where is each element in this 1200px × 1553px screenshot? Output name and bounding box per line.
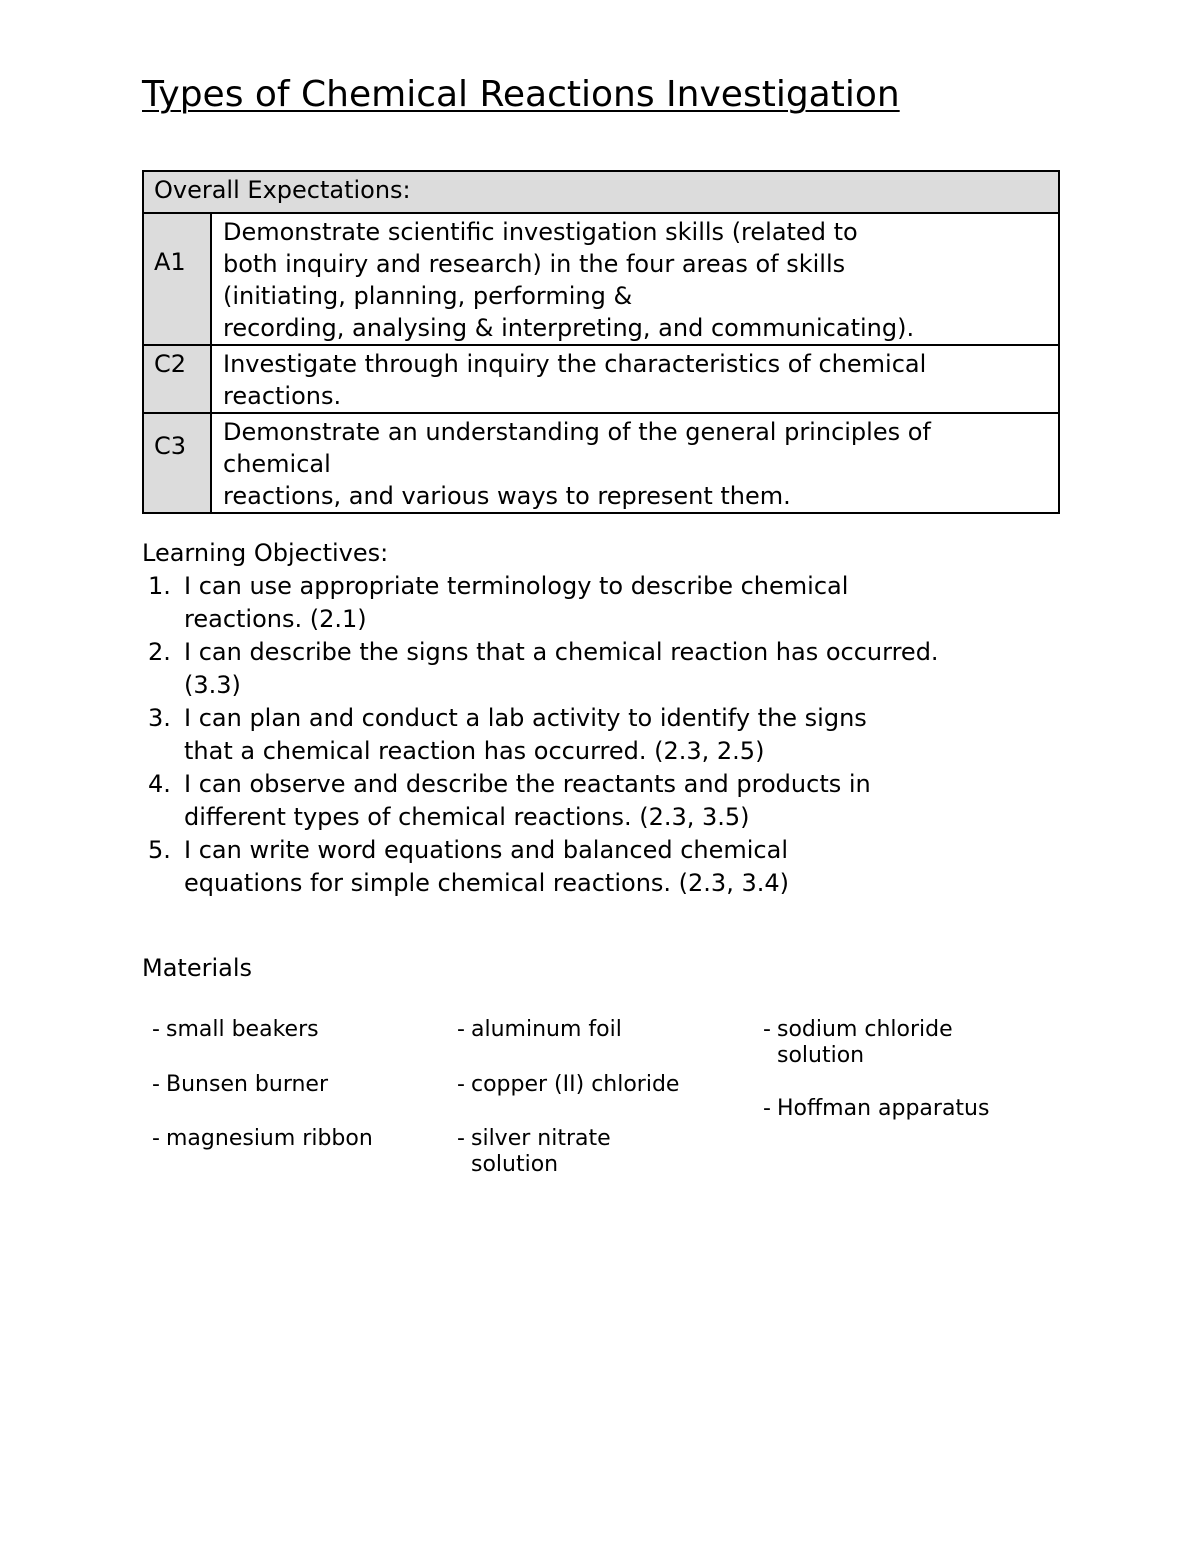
expectation-description [211,413,1059,513]
description-line: chemical [223,450,331,478]
material-name: Bunsen burner [166,1072,329,1097]
overall-expectations-table [142,170,1060,514]
expectation-code: C2 [143,345,211,413]
expectation-code: C3 [143,413,211,513]
material-name: sodium chloride [777,1017,953,1042]
list-item [152,1072,328,1098]
list-item [142,702,1060,768]
item-number: 4. [148,770,171,798]
document-title: Types of Chemical Reactions Investigation [142,74,900,115]
list-item [142,636,1060,702]
bullet-dash: - [457,1017,465,1042]
expectation-code: A1 [143,213,211,345]
material-name-continued: solution [471,1152,559,1177]
bullet-dash: - [763,1017,771,1042]
overall-expectations-header: Overall Expectations: [143,171,1059,213]
bullet-dash: - [152,1072,160,1097]
list-item [457,1126,611,1178]
material-name: magnesium ribbon [166,1126,373,1151]
bullet-dash: - [457,1126,465,1151]
table-row [143,213,1059,345]
bullet-dash: - [152,1126,160,1151]
item-text-line: I can plan and conduct a lab activity to identify the signs [184,704,867,732]
bullet-dash: - [457,1072,465,1097]
list-item [763,1017,953,1069]
material-name: Hoffman apparatus [777,1096,990,1121]
material-name-continued: solution [777,1043,865,1068]
item-text-line: (3.3) [184,671,241,699]
material-name: small beakers [166,1017,319,1042]
item-number: 3. [148,704,171,732]
description-line: Demonstrate an understanding of the general principles of [223,418,931,446]
item-text-line: reactions. (2.1) [184,605,367,633]
table-header-row [143,171,1059,213]
item-text-line: equations for simple chemical reactions. (2.3, 3.4) [184,869,789,897]
item-text-line: I can observe and describe the reactants and products in [184,770,871,798]
material-name: silver nitrate [471,1126,611,1151]
description-line: Investigate through inquiry the characteristics of chemical [223,350,927,378]
list-item [457,1072,679,1098]
item-text-line: I can write word equations and balanced chemical [184,836,788,864]
list-item [152,1017,319,1043]
learning-objectives-heading: Learning Objectives: [142,539,389,567]
item-text-line: that a chemical reaction has occurred. (2.3, 2.5) [184,737,765,765]
item-number: 5. [148,836,171,864]
list-item [457,1017,622,1043]
description-line: Demonstrate scientific investigation skills (related to [223,218,858,246]
bullet-dash: - [152,1017,160,1042]
bullet-dash: - [763,1096,771,1121]
material-name: copper (II) chloride [471,1072,680,1097]
item-number: 1. [148,572,171,600]
list-item [142,768,1060,834]
description-line: reactions, and various ways to represent them. [223,482,791,510]
item-number: 2. [148,638,171,666]
expectation-description [211,213,1059,345]
list-item [763,1096,989,1122]
item-text-line: I can describe the signs that a chemical reaction has occurred. [184,638,939,666]
description-line: both inquiry and research) in the four areas of skills [223,250,846,278]
description-line: reactions. [223,382,342,410]
item-text-line: I can use appropriate terminology to describe chemical [184,572,849,600]
list-item [142,834,1060,900]
table-row [143,413,1059,513]
table-row [143,345,1059,413]
list-item [142,570,1060,636]
item-text-line: different types of chemical reactions. (2.3, 3.5) [184,803,750,831]
learning-objectives-list [142,570,1060,900]
material-name: aluminum foil [471,1017,622,1042]
materials-heading: Materials [142,954,253,982]
description-line: (initiating, planning, performing & [223,282,633,310]
description-line: recording, analysing & interpreting, and communicating). [223,314,915,342]
expectation-description [211,345,1059,413]
list-item [152,1126,373,1152]
